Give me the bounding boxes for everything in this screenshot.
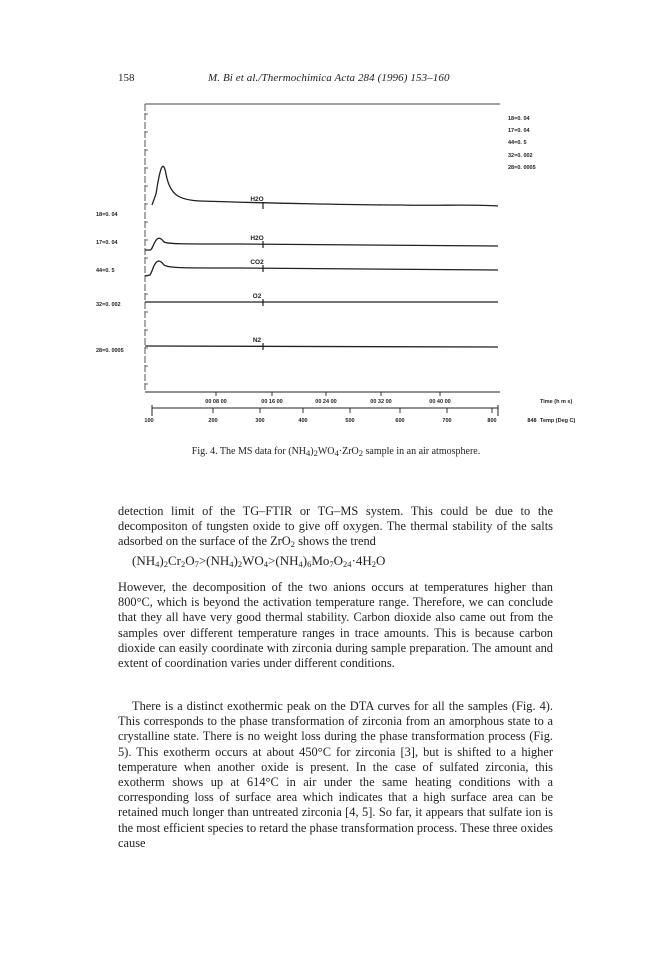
right-legend	[508, 116, 536, 171]
series-label-n2: N2	[252, 337, 262, 344]
axes	[144, 392, 575, 424]
legend-entry: 44=0. 5	[508, 140, 527, 146]
curve-n2	[145, 346, 498, 347]
left-label: 32=0. 002	[96, 302, 121, 308]
legend-entry: 17=0. 04	[508, 128, 530, 134]
left-label: 18=0. 04	[96, 212, 118, 218]
paragraph-1: detection limit of the TG–FTIR or TG–MS system. This could be due to the decompositon of tungsten oxide to give off oxygen. The thermal stability of the salts adsorbed on the surface of the ZrO$_2$ shows the trend	[118, 504, 553, 550]
legend-entry: 18=0. 04	[508, 116, 530, 122]
figure-frame	[145, 104, 500, 392]
left-label: 28=0. 0005	[96, 348, 124, 354]
stability-formula: $(NH_4)_2Cr_2O_7>(NH_4)_2WO_4>(NH_4)_6Mo_7O_{24}\cdot 4H_2O$	[132, 553, 386, 569]
series-label-h2o: H2O	[250, 235, 264, 242]
legend-entry: 32=0. 002	[508, 153, 533, 159]
time-axis-label: Time (h m s)	[540, 399, 573, 405]
temp-tick-label: 800	[487, 418, 497, 424]
temp-tick-label: 100	[144, 418, 154, 424]
time-tick-label: 00 08 00	[205, 399, 227, 405]
curve-h2o	[145, 238, 498, 250]
series-labels	[250, 196, 264, 344]
figure-caption: Fig. 4. The MS data for $(NH_4)_2WO_4\cdot ZrO_2$ sample in an air atmosphere.	[191, 446, 481, 458]
left-label: 44=0. 5	[96, 268, 115, 274]
temp-tick-label: 300	[255, 418, 265, 424]
time-tick-label: 00 40 00	[429, 399, 451, 405]
temp-tick-label: 200	[208, 418, 218, 424]
temp-tick-label: 600	[395, 418, 405, 424]
temp-tick-label: 848	[527, 418, 537, 424]
curve-co2	[145, 261, 498, 276]
time-tick-label: 00 16 00	[261, 399, 283, 405]
legend-entry: 28=0. 0005	[508, 165, 536, 171]
series-label-h2o: H2O	[250, 196, 264, 203]
temp-tick-label: 700	[442, 418, 452, 424]
left-labels	[96, 212, 124, 354]
paragraph-2: However, the decomposition of the two anions occurs at temperatures higher than 800°C, which is beyond the activation temperature range. Therefore, we can conclude that they all have very good thermal stability. Carbon dioxide also came out from the samples over different temperature ranges in trace amounts. This is because carbon dioxide can easily coordinate with zirconia during sample preparation. The amount and extent of coordination varies under different conditions.	[118, 580, 553, 671]
curve-h2o	[152, 166, 498, 206]
temp-axis-label: Temp (Deg C)	[540, 418, 576, 424]
page-number: 158	[118, 72, 135, 84]
ms-figure	[0, 0, 672, 440]
temp-tick-label: 400	[298, 418, 308, 424]
series-label-o2: O2	[252, 293, 262, 300]
left-label: 17=0. 04	[96, 240, 118, 246]
time-tick-label: 00 24 00	[315, 399, 337, 405]
ms-curves	[145, 166, 498, 350]
time-tick-label: 00 32 00	[370, 399, 392, 405]
running-head: M. Bi et al./Thermochimica Acta 284 (1996) 153–160	[208, 72, 450, 84]
temp-tick-label: 500	[345, 418, 355, 424]
series-label-co2: CO2	[250, 259, 264, 266]
paragraph-3: There is a distinct exothermic peak on the DTA curves for all the samples (Fig. 4). This corresponds to the phase transformation of zirconia from an amorphous state to a crystalline state. There is no weight loss during the phase transformation process (Fig. 5). This exotherm occurs at about 450°C for zirconia [3], but is shifted to a higher temperature when another oxide is present. In the case of sulfated zirconia, this exotherm shows up at 614°C in air under the same heating conditions with a corresponding loss of surface area which indicates that a high surface area can be retained much longer than untreated zirconia [4, 5]. So far, it appears that sulfate ion is the most efficient species to retard the phase transformation process. These three oxides cause	[118, 699, 553, 850]
